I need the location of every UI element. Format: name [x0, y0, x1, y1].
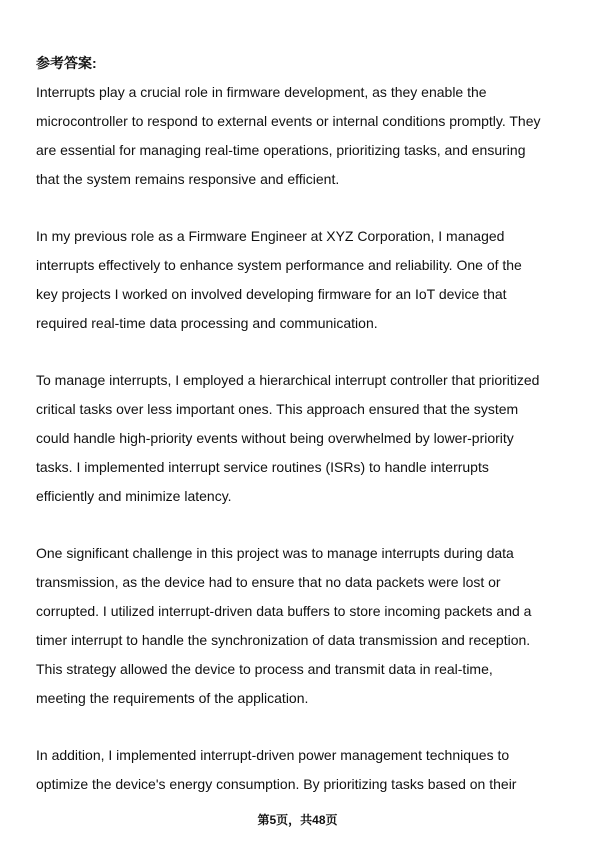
paragraph-line: critical tasks over less important ones. This approach ensured that the system — [36, 401, 519, 417]
paragraph-line: microcontroller to respond to external events or internal conditions promptly. They — [36, 113, 541, 129]
page-footer: 第5页，共48页 — [257, 813, 338, 827]
paragraph-line: In my previous role as a Firmware Engineer at XYZ Corporation, I managed — [36, 228, 505, 244]
paragraph-line: One significant challenge in this project was to manage interrupts during data — [36, 545, 514, 561]
paragraph-line: tasks. I implemented interrupt service routines (ISRs) to handle interrupts — [36, 459, 489, 475]
paragraph-line: optimize the device's energy consumption. By prioritizing tasks based on their — [36, 776, 517, 792]
paragraph-line: transmission, as the device had to ensure that no data packets were lost or — [36, 574, 501, 590]
paragraph-line: To manage interrupts, I employed a hierarchical interrupt controller that prioritized — [36, 372, 540, 388]
paragraph-line: efficiently and minimize latency. — [36, 488, 232, 504]
answer-heading: 参考答案: — [36, 55, 97, 71]
paragraph-line: are essential for managing real-time operations, prioritizing tasks, and ensuring — [36, 142, 526, 158]
paragraph-line: could handle high-priority events without being overwhelmed by lower-priority — [36, 430, 514, 446]
paragraph-line: required real-time data processing and communication. — [36, 315, 378, 331]
paragraph-line: interrupts effectively to enhance system performance and reliability. One of the — [36, 257, 522, 273]
paragraph-line: In addition, I implemented interrupt-driven power management techniques to — [36, 747, 510, 763]
paragraph-line: that the system remains responsive and efficient. — [36, 171, 340, 187]
paragraph-line: meeting the requirements of the application. — [36, 690, 309, 706]
paragraph-line: key projects I worked on involved developing firmware for an IoT device that — [36, 286, 507, 302]
paragraph-line: corrupted. I utilized interrupt-driven data buffers to store incoming packets and a — [36, 603, 532, 619]
paragraph-line: Interrupts play a crucial role in firmware development, as they enable the — [36, 84, 487, 100]
paragraph-line: This strategy allowed the device to process and transmit data in real-time, — [36, 661, 493, 677]
paragraph-line: timer interrupt to handle the synchronization of data transmission and reception. — [36, 632, 531, 648]
